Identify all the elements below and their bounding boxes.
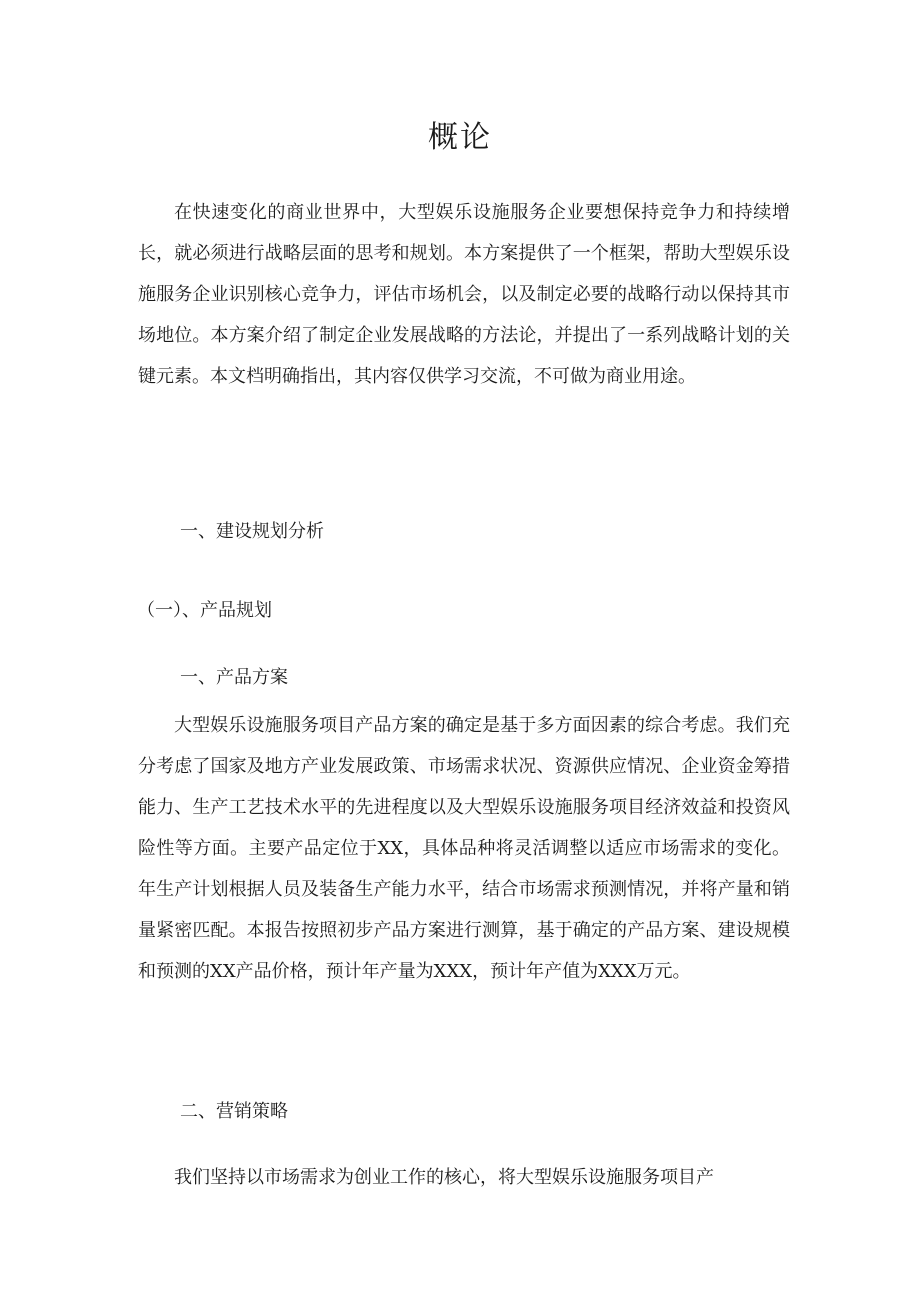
page-title: 概论 bbox=[428, 120, 492, 155]
marketing-paragraph: 我们坚持以市场需求为创业工作的核心，将大型娱乐设施服务项目产 bbox=[174, 1167, 714, 1188]
subsection-heading: （一）、产品规划 bbox=[137, 600, 272, 621]
item-heading-product-plan: 一、产品方案 bbox=[180, 667, 288, 688]
intro-paragraph: 在快速变化的商业世界中，大型娱乐设施服务企业要想保持竞争力和持续增长，就必须进行战略层面的思考和规划。本方案提供了一个框架，帮助大型娱乐设施服务企业识别核心竞争力，评估市场机会，以及制定必要的战略行动以保持其市场地位。本方案介绍了制定企业发展战略的方法论，并提出了一系列战略计划的关键元素。本文档明确指出，其内容仅供学习交流，不可做为商业用途。 bbox=[138, 202, 790, 387]
item-heading-marketing: 二、营销策略 bbox=[180, 1101, 288, 1122]
product-plan-paragraph: 大型娱乐设施服务项目产品方案的确定是基于多方面因素的综合考虑。我们充分考虑了国家及地方产业发展政策、市场需求状况、资源供应情况、企业资金筹措能力、生产工艺技术水平的先进程度以及大型娱乐设施服务项目经济效益和投资风险性等方面。主要产品定位于XX，具体品种将灵活调整以适应市场需求的变化。年生产计划根据人员及装备生产能力水平，结合市场需求预测情况，并将产量和销量紧密匹配。本报告按照初步产品方案进行测算，基于确定的产品方案、建设规模和预测的XX产品价格，预计年产量为XXX，预计年产值为XXX万元。 bbox=[138, 715, 790, 982]
section-heading: 一、建设规划分析 bbox=[180, 521, 324, 542]
